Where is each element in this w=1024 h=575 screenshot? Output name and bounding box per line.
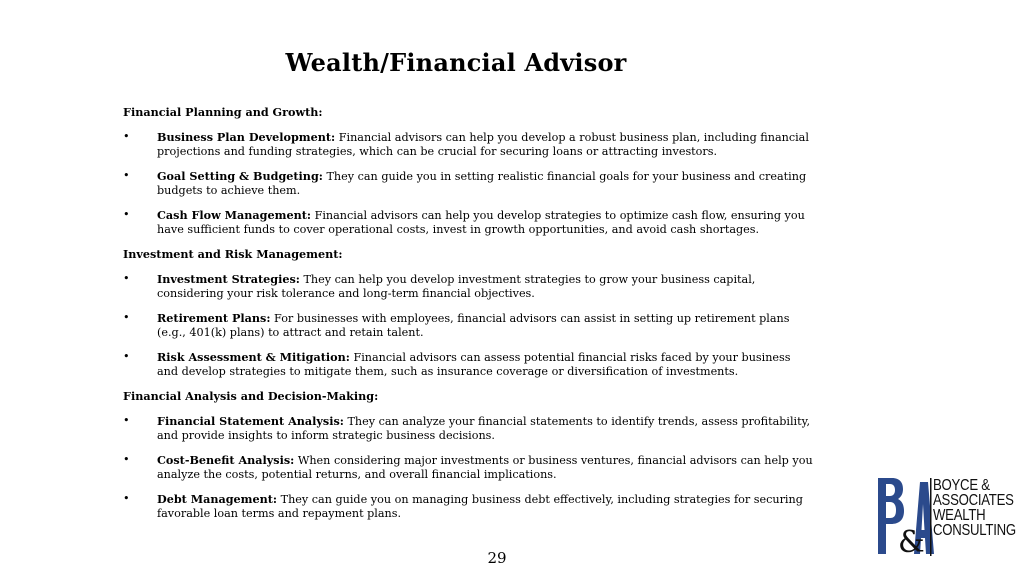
section-heading: Financial Planning and Growth: — [123, 105, 323, 119]
bullet: • — [123, 492, 130, 505]
item-text: When considering major investments or business ventures, financial advisors can help you analyze the costs, potential returns, and overall financial implications. — [157, 454, 813, 481]
bullet: • — [123, 311, 130, 324]
item-title: Goal Setting & Budgeting: — [157, 169, 323, 183]
bullet: • — [123, 272, 130, 285]
list-item — [123, 492, 813, 521]
item-title: Risk Assessment & Mitigation: — [157, 350, 350, 364]
logo-line: ASSOCIATES — [933, 492, 1014, 509]
logo-line: CONSULTING — [933, 522, 1016, 539]
item-title: Debt Management: — [157, 492, 278, 506]
item-title: Cost-Benefit Analysis: — [157, 453, 295, 467]
item-text: Financial advisors can assess potential financial risks faced by your business and develop strategies to mitigate them, such as insurance coverage or diversification of investments. — [157, 351, 791, 378]
svg-text:&: & — [898, 525, 925, 558]
list-item — [123, 208, 813, 237]
list-item — [123, 350, 813, 379]
bullet: • — [123, 208, 130, 221]
item-text: They can guide you on managing business debt effectively, including strategies for securing favorable loan terms and repayment plans. — [157, 493, 803, 520]
item-text: They can analyze your financial statements to identify trends, assess profitability, and provide insights to inform strategic business decisions. — [157, 415, 811, 442]
logo-line: WEALTH — [933, 507, 986, 524]
list-item — [123, 311, 813, 340]
logo-wordmark — [933, 478, 1016, 538]
page-number: 29 — [487, 549, 507, 567]
company-logo — [876, 476, 1016, 558]
list-item — [123, 130, 813, 159]
page-title: Wealth/Financial Advisor — [285, 48, 627, 77]
list-item — [123, 169, 813, 198]
bullet: • — [123, 350, 130, 363]
item-text: They can help you develop investment strategies to grow your business capital, considering your risk tolerance and long-term financial objectives. — [157, 273, 756, 300]
section-investment-risk — [123, 247, 813, 379]
bullet: • — [123, 169, 130, 182]
section-heading: Financial Analysis and Decision-Making: — [123, 389, 379, 403]
bullet: • — [123, 130, 130, 143]
item-title: Investment Strategies: — [157, 272, 300, 286]
list-item — [123, 272, 813, 301]
bullet: • — [123, 453, 130, 466]
item-title: Retirement Plans: — [157, 311, 271, 325]
bullet: • — [123, 414, 130, 427]
item-title: Cash Flow Management: — [157, 208, 312, 222]
list-item — [123, 453, 813, 482]
item-text: They can guide you in setting realistic financial goals for your business and creating budgets to achieve them. — [157, 170, 807, 197]
section-financial-planning — [123, 105, 813, 237]
item-title: Business Plan Development: — [157, 130, 336, 144]
content-body — [123, 105, 813, 531]
item-text: Financial advisors can help you develop a robust business plan, including financial projections and funding strategies, which can be crucial for securing loans or attracting investors. — [157, 131, 809, 158]
section-financial-analysis — [123, 389, 813, 521]
list-item — [123, 414, 813, 443]
item-text: For businesses with employees, financial advisors can assist in setting up retirement plans (e.g., 401(k) plans) to attract and retain talent. — [157, 312, 790, 339]
section-heading: Investment and Risk Management: — [123, 247, 343, 261]
logo-line: BOYCE & — [933, 477, 990, 494]
item-title: Financial Statement Analysis: — [157, 414, 344, 428]
item-text: Financial advisors can help you develop strategies to optimize cash flow, ensuring you have sufficient funds to cover operational costs, invest in growth opportunities, and avoid cash shortages. — [157, 209, 805, 236]
